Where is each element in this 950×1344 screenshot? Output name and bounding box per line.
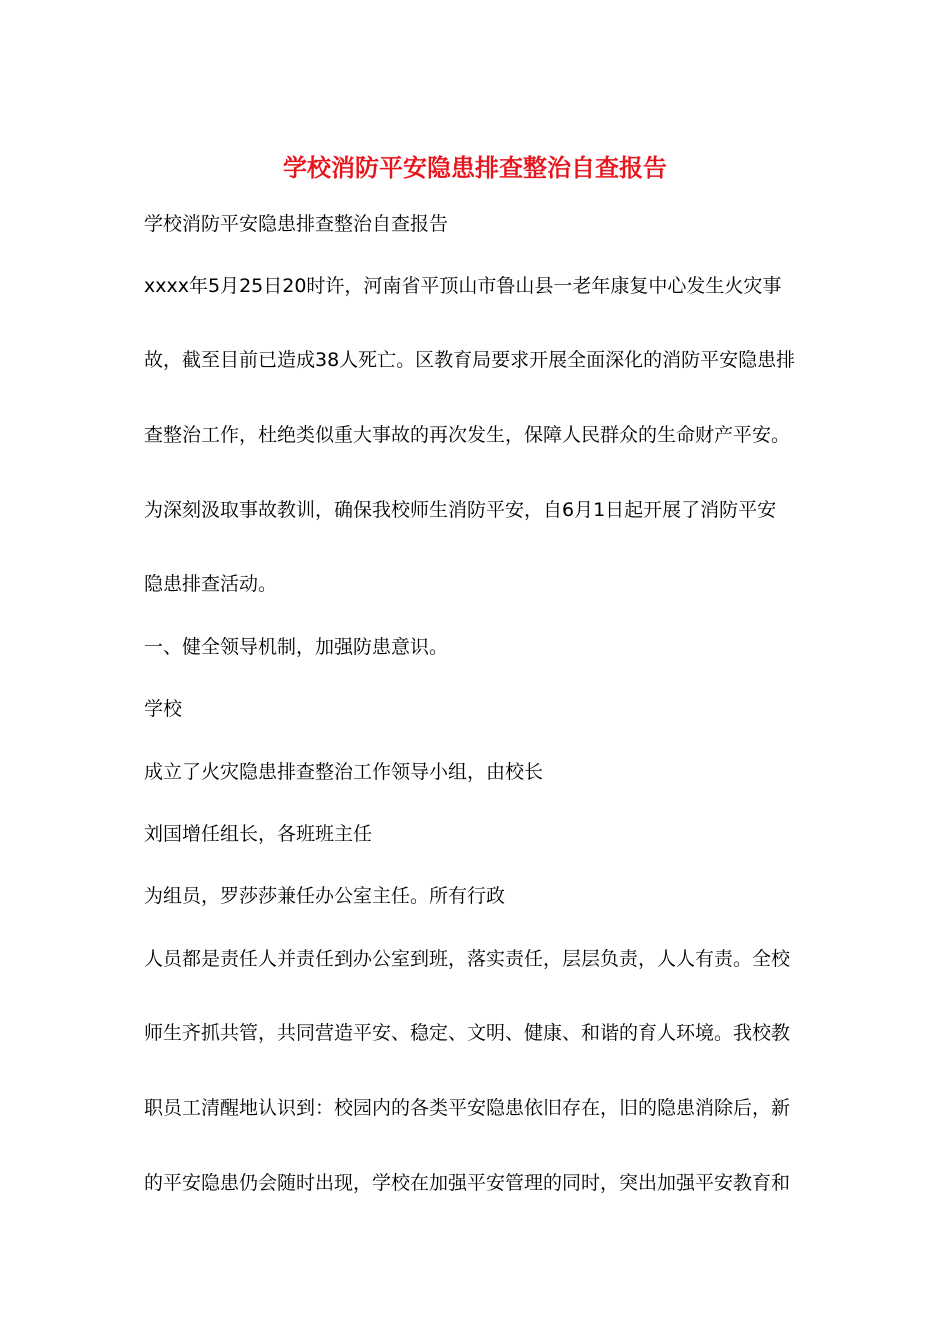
paragraph-line: xxxx年5月25日20时许，河南省平顶山市鲁山县一老年康复中心发生火灾事 xyxy=(144,275,782,297)
paragraph-line: 师生齐抓共管，共同营造平安、稳定、文明、健康、和谐的育人环境。我校教 xyxy=(144,1022,791,1044)
paragraph-line: 成立了火灾隐患排查整治工作领导小组，由校长 xyxy=(144,761,544,783)
paragraph-line: 学校消防平安隐患排查整治自查报告 xyxy=(144,213,449,235)
document-title: 学校消防平安隐患排查整治自查报告 xyxy=(283,153,667,182)
paragraph-line: 职员工清醒地认识到：校园内的各类平安隐患依旧存在，旧的隐患消除后，新 xyxy=(144,1097,791,1119)
paragraph-line: 的平安隐患仍会随时出现，学校在加强平安管理的同时，突出加强平安教育和 xyxy=(144,1172,791,1194)
paragraph-line: 为深刻汲取事故教训，确保我校师生消防平安，自6月1日起开展了消防平安 xyxy=(144,499,777,521)
paragraph-line: 人员都是责任人并责任到办公室到班，落实责任，层层负责，人人有责。全校 xyxy=(144,948,791,970)
paragraph-line: 故，截至目前已造成38人死亡。区教育局要求开展全面深化的消防平安隐患排 xyxy=(144,349,796,371)
section-heading: 一、健全领导机制，加强防患意识。 xyxy=(144,636,449,658)
paragraph-line: 刘国增任组长，各班班主任 xyxy=(144,823,373,845)
paragraph-line: 查整治工作，杜绝类似重大事故的再次发生，保障人民群众的生命财产平安。 xyxy=(144,424,791,446)
paragraph-line: 隐患排查活动。 xyxy=(144,573,278,595)
paragraph-line: 为组员，罗莎莎兼任办公室主任。所有行政 xyxy=(144,885,506,907)
paragraph-line: 学校 xyxy=(144,698,183,720)
